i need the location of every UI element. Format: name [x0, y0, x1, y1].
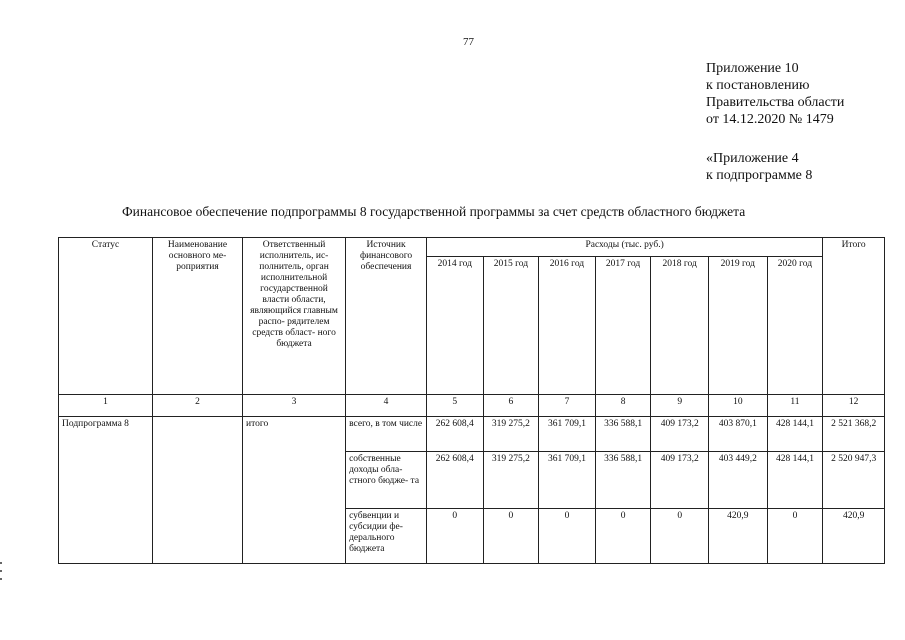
value-cell: 403 870,1: [709, 417, 768, 452]
column-index: 1: [59, 395, 153, 417]
header-year: 2019 год: [709, 257, 768, 395]
appendix-block: [706, 60, 844, 128]
value-cell: 0: [483, 509, 539, 564]
document-title: Финансовое обеспечение подпрограммы 8 государственной программы за счет средств областного бюджета: [122, 204, 746, 219]
value-cell: 361 709,1: [539, 417, 596, 452]
column-index: 6: [483, 395, 539, 417]
value-cell: 262 608,4: [426, 417, 483, 452]
value-cell: 403 449,2: [709, 452, 768, 509]
column-index: 4: [346, 395, 427, 417]
value-cell: 428 144,1: [767, 417, 823, 452]
value-cell: 319 275,2: [483, 417, 539, 452]
value-cell: 262 608,4: [426, 452, 483, 509]
executor-cell: итого: [242, 417, 345, 564]
value-cell: 409 173,2: [651, 417, 709, 452]
header-year: 2014 год: [426, 257, 483, 395]
column-index: 11: [767, 395, 823, 417]
total-cell: 2 521 368,2: [823, 417, 885, 452]
header-year: 2017 год: [595, 257, 651, 395]
value-cell: 0: [767, 509, 823, 564]
value-cell: 0: [539, 509, 596, 564]
sub-appendix-line: «Приложение 4: [706, 151, 799, 166]
header-status: Статус: [59, 238, 153, 395]
funding-source-cell: собственные доходы обла- стного бюдже- та: [346, 452, 427, 509]
total-cell: 420,9: [823, 509, 885, 564]
value-cell: 420,9: [709, 509, 768, 564]
financing-table: [58, 237, 885, 564]
value-cell: 428 144,1: [767, 452, 823, 509]
appendix-line: Правительства области: [706, 95, 845, 110]
column-index: 10: [709, 395, 768, 417]
total-cell: 2 520 947,3: [823, 452, 885, 509]
header-year: 2015 год: [483, 257, 539, 395]
value-cell: 0: [595, 509, 651, 564]
header-year: 2016 год: [539, 257, 596, 395]
scan-mark: [0, 562, 2, 564]
sub-appendix-line: к подпрограмме 8: [706, 168, 813, 183]
value-cell: 0: [651, 509, 709, 564]
header-funding-source: Источник финансового обеспечения: [346, 238, 427, 395]
header-activity-name: Наименование основного ме- роприятия: [153, 238, 243, 395]
column-index-row: [59, 395, 885, 417]
value-cell: 361 709,1: [539, 452, 596, 509]
column-index: 8: [595, 395, 651, 417]
header-expenses: Расходы (тыс. руб.): [426, 238, 822, 257]
header-executor: Ответственный исполнитель, ис- полнитель, орган исполнительной государственной власти области, являющийся главным распо- рядителем средств област- ного бюджета: [242, 238, 345, 395]
value-cell: 0: [426, 509, 483, 564]
column-index: 9: [651, 395, 709, 417]
column-index: 3: [242, 395, 345, 417]
funding-source-cell: субвенции и субсидии фе- дерального бюджета: [346, 509, 427, 564]
header-year: 2020 год: [767, 257, 823, 395]
page-number: 77: [463, 36, 474, 48]
funding-source-cell: всего, в том числе: [346, 417, 427, 452]
value-cell: 319 275,2: [483, 452, 539, 509]
activity-name-cell: [153, 417, 243, 564]
value-cell: 409 173,2: [651, 452, 709, 509]
column-index: 2: [153, 395, 243, 417]
appendix-line: к постановлению: [706, 78, 810, 93]
header-total: Итого: [823, 238, 885, 395]
column-index: 7: [539, 395, 596, 417]
table-row: [59, 417, 885, 452]
column-index: 5: [426, 395, 483, 417]
header-row: [59, 238, 885, 257]
scan-mark: [0, 570, 2, 572]
sub-appendix-block: [706, 150, 812, 184]
value-cell: 336 588,1: [595, 452, 651, 509]
value-cell: 336 588,1: [595, 417, 651, 452]
appendix-line: Приложение 10: [706, 61, 799, 76]
column-index: 12: [823, 395, 885, 417]
header-year: 2018 год: [651, 257, 709, 395]
appendix-line: от 14.12.2020 № 1479: [706, 112, 834, 127]
status-cell: Подпрограмма 8: [59, 417, 153, 564]
scan-mark: [0, 578, 2, 580]
